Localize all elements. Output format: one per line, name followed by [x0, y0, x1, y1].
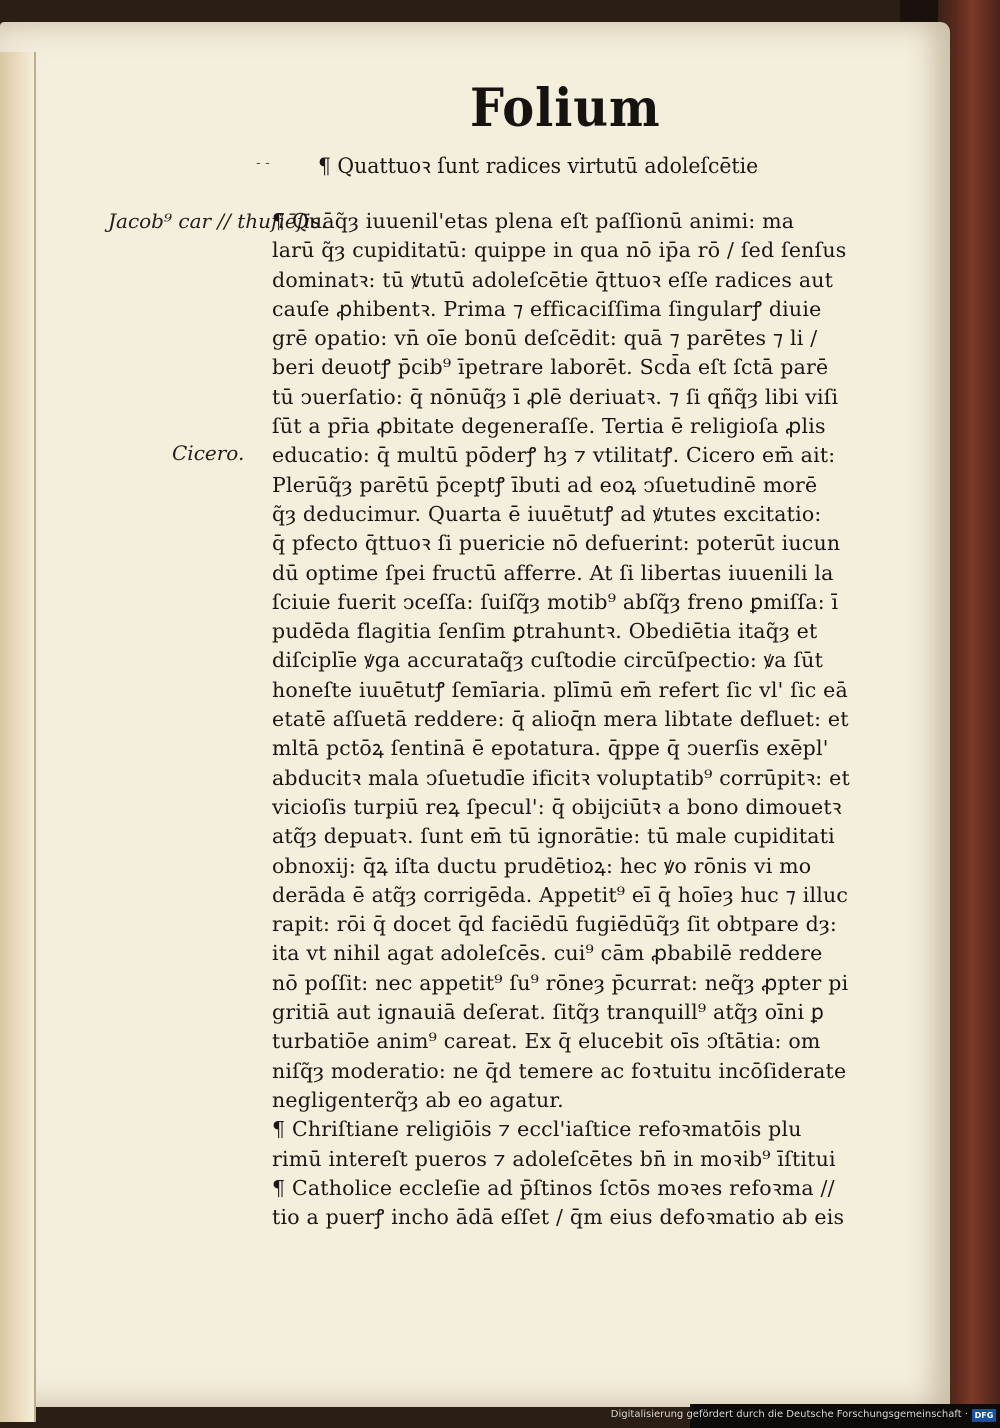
- text-line: ita vt nihil agat adoleſcēs. cui⁹ cām ꝓbabilē reddere: [272, 941, 823, 966]
- text-line: etatē aſſuetā reddere: q̄ alioq̄n mera libtate defluet: et: [272, 707, 849, 732]
- text-line: niſq̃ȝ moderatio: ne q̄d temere ac foꝛtuitu incōſiderate: [272, 1058, 847, 1083]
- text-line: larū q̃ȝ cupiditatū: quippe in qua nō ip̄a rō / ſed ſenſus: [272, 238, 847, 263]
- page-edge-line: [34, 52, 36, 1422]
- text-line: Plerūq̃ȝ parētū p̄ceptꝭ ībuti ad eoꝝ ↄſuetudinē morē: [272, 472, 818, 497]
- text-line: educatio: q̄ multū pōderꝭ hȝ ⁊ vtilitatꝭ. Cicero em̄ ait:: [272, 443, 836, 468]
- text-line: dominatꝛ: tū ꝟtutū adoleſcētie q̄ttuoꝛ eſſe radices aut: [272, 267, 834, 292]
- text-line: pudēda flagitia ſenſim ꝑtrahuntꝛ. Obediētia itaq̃ȝ et: [272, 619, 818, 644]
- text-line: ¶ Quāq̃ȝ iuuenil'etas plena eſt paſſionū animi: ma: [272, 209, 795, 233]
- text-line: nō poſſit: nec appetit⁹ ſu⁹ rōneȝ p̄currat: neq̃ȝ ꝓpter pi: [272, 970, 849, 995]
- text-line: mltā pctōꝝ ſentinā ē epotatura. q̄ppe q̄ ↄuerſis exēpl': [272, 736, 829, 761]
- margin-dash: - -: [256, 155, 270, 171]
- text-line: beri deuotꝭ p̄cib⁹ īpetrare laborēt. Scd̄a eſt ſctā parē: [272, 355, 829, 380]
- text-line: ¶ Catholice eccleſie ad p̄ſtinos ſctōs moꝛes refoꝛma //: [272, 1175, 835, 1200]
- text-line: derāda ē atq̃ȝ corrigēda. Appetit⁹ eī q̄ hoīeȝ huc ⁊ illuc: [272, 882, 849, 907]
- text-line: tū ↄuerſatio: q̄ nōnūq̃ȝ ī ꝓlē deriuatꝛ. ⁊ ſi qñq̃ȝ libi viſi: [272, 384, 839, 409]
- text-line: turbatiōe anim⁹ careat. Ex q̄ elucebit oīs ↄſtātia: om: [272, 1029, 821, 1054]
- text-line: q̄ pfecto q̄ttuoꝛ ſi puericie nō defuerint: poterūt iucun: [272, 531, 841, 556]
- text-line: obnoxij: q̄ꝝ iſta ductu prudētioꝝ: hec ꝟo rōnis vi mo: [272, 853, 812, 878]
- text-line: dū optime ſpei fructū afferre. At ſi libertas iuuenili la: [272, 560, 834, 585]
- text-line: diſciplīe ꝟga accurataq̃ȝ cuſtodie circūſpectio: ꝟa ſūt: [272, 648, 824, 673]
- text-line: gritiā aut ignauiā deſerat. ſitq̃ȝ tranquill⁹ atq̃ȝ oīni ꝑ: [272, 1000, 825, 1025]
- text-line: q̃ȝ deducimur. Quarta ē iuuētutꝭ ad ꝟtutes excitatio:: [272, 501, 822, 526]
- text-line: rapit: rōi q̄ docet q̄d faciēdū fugiēdūq̃ȝ ſit obtpare dȝ:: [272, 912, 838, 937]
- text-line: tio a puerꝭ incho ādā eſſet / q̄m eius defoꝛmatio ab eis: [272, 1205, 845, 1230]
- book-page: [0, 22, 950, 1407]
- funding-notice: Digitalisierung gefördert durch die Deutsche Forschungsgemeinschaft ·: [610, 1409, 968, 1420]
- margin-note-cicero: Cicero.: [172, 441, 245, 465]
- text-line: honeſte iuuētutꝭ ſemīaria. plīmū em̄ refert ſic vl' ſic eā: [272, 677, 848, 702]
- margin-note-jacobus: Jacob⁹ car // thuſiēſis.: [108, 209, 328, 233]
- dfg-logo: DFG: [972, 1409, 996, 1422]
- text-line: grē opatio: vn̄ oīe bonū deſcēdit: quā ⁊ parētes ⁊ li /: [272, 326, 818, 351]
- text-line: ¶ Chriſtiane religiōis ⁊ eccl'iaſtice refoꝛmatōis plu: [272, 1117, 802, 1142]
- text-line: ſciuie fuerit ↄceſſa: ſuiſq̃ȝ motib⁹ abſq̃ȝ freno ꝑmiſſa: ī: [272, 589, 839, 614]
- text-line: rimū intereſt pueros ⁊ adoleſcētes bn̄ in moꝛib⁹ īſtitui: [272, 1146, 836, 1171]
- text-line: abducitꝛ mala ↄſuetudīe ificitꝛ voluptatib⁹ corrūpitꝛ: et: [272, 765, 850, 790]
- chapter-subheading: ¶ Quattuoꝛ ſunt radices virtutū adoleſcētie: [318, 154, 759, 178]
- text-line: atq̃ȝ depuatꝛ. ſunt em̄ tū ignorātie: tū male cupiditati: [272, 824, 835, 849]
- text-line: cauſe ꝓhibentꝛ. Prima ⁊ efficaciſſima ſingularꝭ diuie: [272, 296, 822, 321]
- page-edge: [0, 52, 36, 1422]
- text-line: ſūt a pr̄ia ꝓbitate degeneraſſe. Tertia ē religioſa ꝓlis: [272, 414, 826, 439]
- page-heading: Folium: [470, 78, 661, 139]
- text-line: vicioſis turpiū reꝝ ſpecul': q̄ obijciūtꝛ a bono dimouetꝛ: [272, 794, 842, 819]
- text-line: negligenterq̃ȝ ab eo agatur.: [272, 1087, 564, 1112]
- footer-bar: [610, 1404, 1000, 1428]
- body-text: [272, 207, 932, 1232]
